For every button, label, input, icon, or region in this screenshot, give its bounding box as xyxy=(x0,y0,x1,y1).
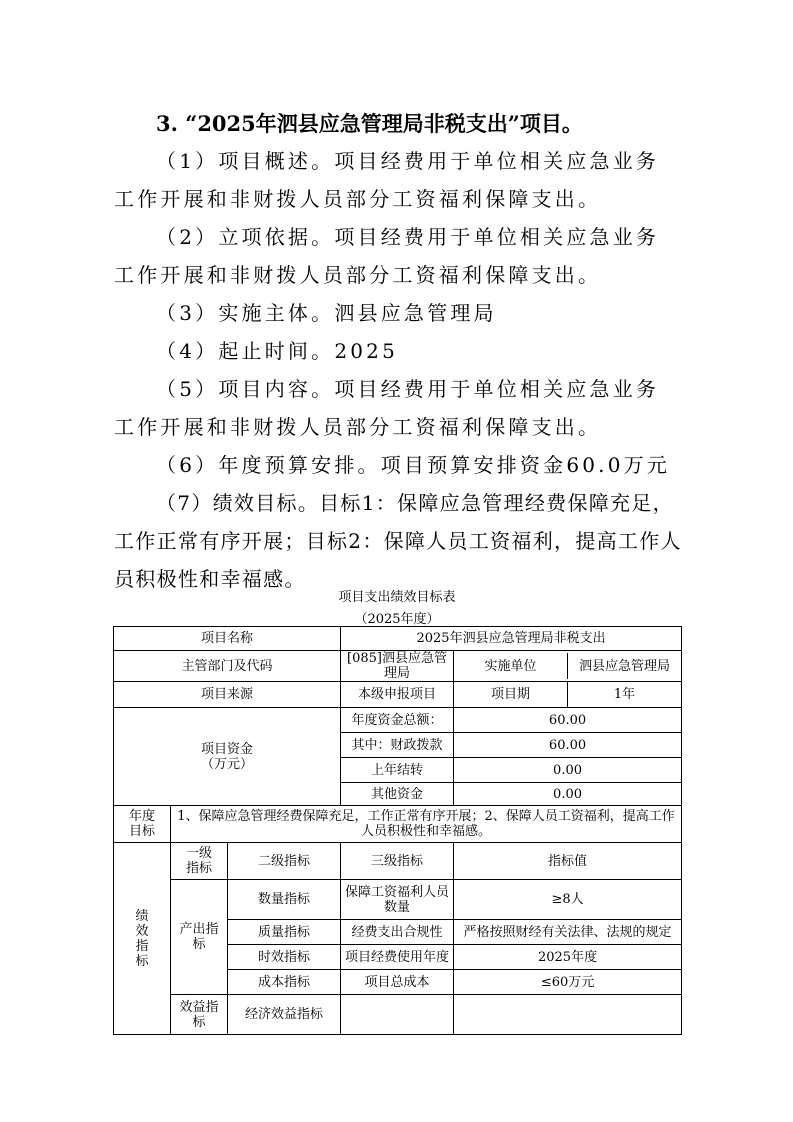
header-level2: 二级指标 xyxy=(228,843,341,880)
indicator-level3 xyxy=(341,995,454,1035)
indicator-level3: 项目经费使用年度 xyxy=(341,945,454,970)
goal-text: 1、保障应急管理经费保障充足，工作正常有序开展；2、保障人员工资福利，提高工作人员积极性和幸福感。 xyxy=(171,806,682,843)
indicator-value xyxy=(454,995,682,1035)
table-row xyxy=(114,880,682,920)
table-row xyxy=(114,627,682,651)
header-level1: 一级 指标 xyxy=(171,843,228,880)
project-name-label: 项目名称 xyxy=(114,627,341,651)
item-text: 项目经费用于单位相关应急业务工作开展和非财拨人员部分工资福利保障支出。 xyxy=(114,377,660,439)
fund-label: 其他资金 xyxy=(341,783,454,806)
paragraph-goals xyxy=(114,484,682,598)
indicator-level3: 项目总成本 xyxy=(341,970,454,995)
header-level3: 三级指标 xyxy=(341,843,454,880)
table-subcaption: （2025年度） xyxy=(354,612,440,627)
indicator-level3: 经费支出合规性 xyxy=(341,920,454,945)
item-text: 2025 xyxy=(334,339,399,363)
funds-label: 项目资金 （万元） xyxy=(114,708,341,806)
period-label: 项目期 xyxy=(454,682,568,707)
paragraph-subject xyxy=(114,294,682,332)
indicator-value: 2025年度 xyxy=(454,945,682,970)
item-label: （3）实施主体。 xyxy=(156,301,335,325)
dept-value: [085]泗县应急管理局 xyxy=(341,651,454,682)
period-cell xyxy=(454,682,682,708)
header-value: 指标值 xyxy=(454,843,682,880)
indicator-level2: 时效指标 xyxy=(228,945,341,970)
table-row xyxy=(114,682,682,708)
fund-value: 60.00 xyxy=(454,733,682,758)
period-value: 1年 xyxy=(613,687,636,702)
item-text: 项目预算安排资金60.0万元 xyxy=(380,453,671,477)
paragraph-period xyxy=(114,332,682,370)
performance-table xyxy=(113,626,682,1035)
table-row xyxy=(114,806,682,843)
goal-label: 年度 目标 xyxy=(114,806,171,843)
paragraph-content xyxy=(114,370,682,446)
item-text: 目标1：保障应急管理经费保障充足，工作正常有序开展；目标2：保障人员工资福利，提高工作人员积极性和幸福感。 xyxy=(114,491,682,591)
benefit-label: 效益指 标 xyxy=(171,995,228,1035)
item-text: 项目经费用于单位相关应急业务工作开展和非财拨人员部分工资福利保障支出。 xyxy=(114,149,660,211)
indicator-level3: 保障工资福利人员 数量 xyxy=(341,880,454,920)
fund-label: 其中：财政拨款 xyxy=(341,733,454,758)
item-text: 项目经费用于单位相关应急业务工作开展和非财拨人员部分工资福利保障支出。 xyxy=(114,225,660,287)
paragraph-basis xyxy=(114,218,682,294)
indicator-level2: 质量指标 xyxy=(228,920,341,945)
fund-value: 0.00 xyxy=(454,758,682,783)
indicator-level2: 数量指标 xyxy=(228,880,341,920)
indicator-value: ≤60万元 xyxy=(454,970,682,995)
impl-value: 泗县应急管理局 xyxy=(579,658,671,674)
table-row xyxy=(114,651,682,682)
paragraph-overview xyxy=(114,142,682,218)
impl-cell xyxy=(454,651,682,682)
section-heading: 3. “2025年泗县应急管理局非税支出”项目。 xyxy=(156,111,583,136)
fund-value: 0.00 xyxy=(454,783,682,806)
indicator-level2: 经济效益指标 xyxy=(228,995,341,1035)
table-row xyxy=(114,708,682,733)
indicator-value: ≥8人 xyxy=(454,880,682,920)
dept-label: 主管部门及代码 xyxy=(114,651,341,682)
indicator-level2: 成本指标 xyxy=(228,970,341,995)
fund-label: 上年结转 xyxy=(341,758,454,783)
source-value: 本级申报项目 xyxy=(341,682,454,708)
impl-label: 实施单位 xyxy=(454,653,568,679)
item-label: （4）起止时间。 xyxy=(156,339,335,363)
table-row xyxy=(114,995,682,1035)
item-label: （5）项目内容。 xyxy=(156,377,335,401)
fund-value: 60.00 xyxy=(454,708,682,733)
paragraph-budget xyxy=(114,446,682,484)
item-label: （2）立项依据。 xyxy=(156,225,335,249)
item-label: （1）项目概述。 xyxy=(156,149,335,173)
table-caption: 项目支出绩效目标表 xyxy=(338,590,456,605)
indicator-value: 严格按照财经有关法律、法规的规定 xyxy=(454,920,682,945)
source-label: 项目来源 xyxy=(114,682,341,708)
output-label: 产出指 标 xyxy=(171,880,228,995)
fund-label: 年度资金总额： xyxy=(341,708,454,733)
perf-label: 绩 效 指 标 xyxy=(114,843,171,1035)
item-text: 泗县应急管理局 xyxy=(334,301,497,325)
item-label: （7）绩效目标。 xyxy=(156,491,320,515)
project-name-value: 2025年泗县应急管理局非税支出 xyxy=(341,627,682,651)
item-label: （6）年度预算安排。 xyxy=(156,453,381,477)
table-row xyxy=(114,843,682,880)
